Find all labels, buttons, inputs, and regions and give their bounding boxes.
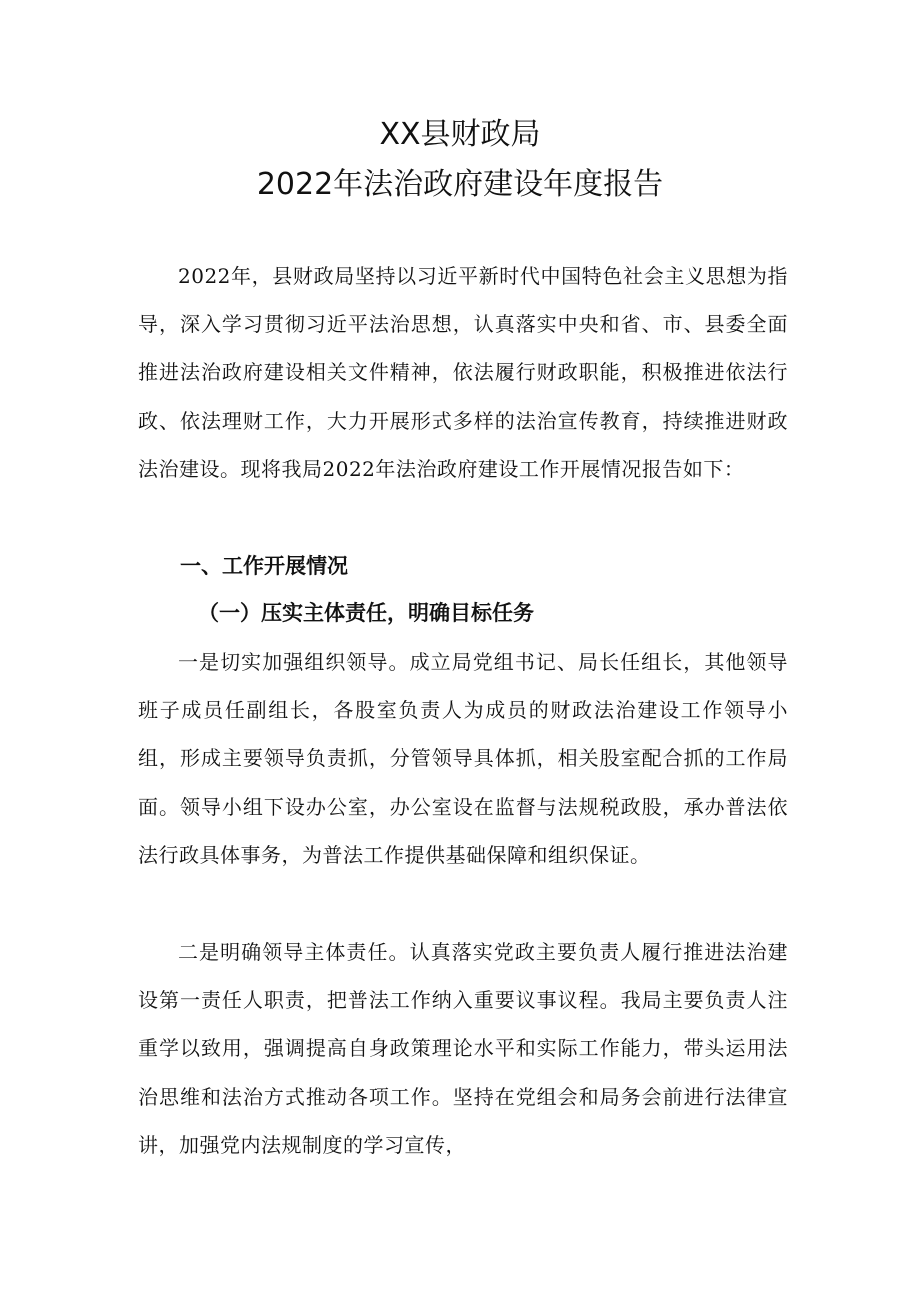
document-title-line-1: XX县财政局 (379, 117, 541, 152)
document-title-line-2: 2022年法治政府建设年度报告 (256, 167, 664, 202)
body-paragraph-1: 一是切实加强组织领导。成立局党组书记、局长任组长，其他领导班子成员任副组长，各股室负责人为成员的财政法治建设工作领导小组，形成主要领导负责抓，分管领导具体抓，相关股室配合抓的工作局面。领导小组下设办公室，办公室设在监督与法规税政股，承办普法依法行政具体事务，为普法工作提供基础保障和组织保证。 (138, 650, 788, 867)
intro-paragraph: 2022年，县财政局坚持以习近平新时代中国特色社会主义思想为指导，深入学习贯彻习近平法治思想，认真落实中央和省、市、县委全面推进法治政府建设相关文件精神，依法履行财政职能，积极推进依法行政、依法理财工作，大力开展形式多样的法治宣传教育，持续推进财政法治建设。现将我局2022年法治政府建设工作开展情况报告如下： (138, 264, 788, 481)
subsection-heading: （一）压实主体责任，明确目标任务 (198, 601, 534, 625)
body-paragraph-2: 二是明确领导主体责任。认真落实党政主要负责人履行推进法治建设第一责任人职责，把普法工作纳入重要议事议程。我局主要负责人注重学以致用，强调提高自身政策理论水平和实际工作能力，带头运用法治思维和法治方式推动各项工作。坚持在党组会和局务会前进行法律宣讲，加强党内法规制度的学习宣传， (138, 940, 788, 1157)
section-heading: 一、工作开展情况 (180, 554, 348, 578)
